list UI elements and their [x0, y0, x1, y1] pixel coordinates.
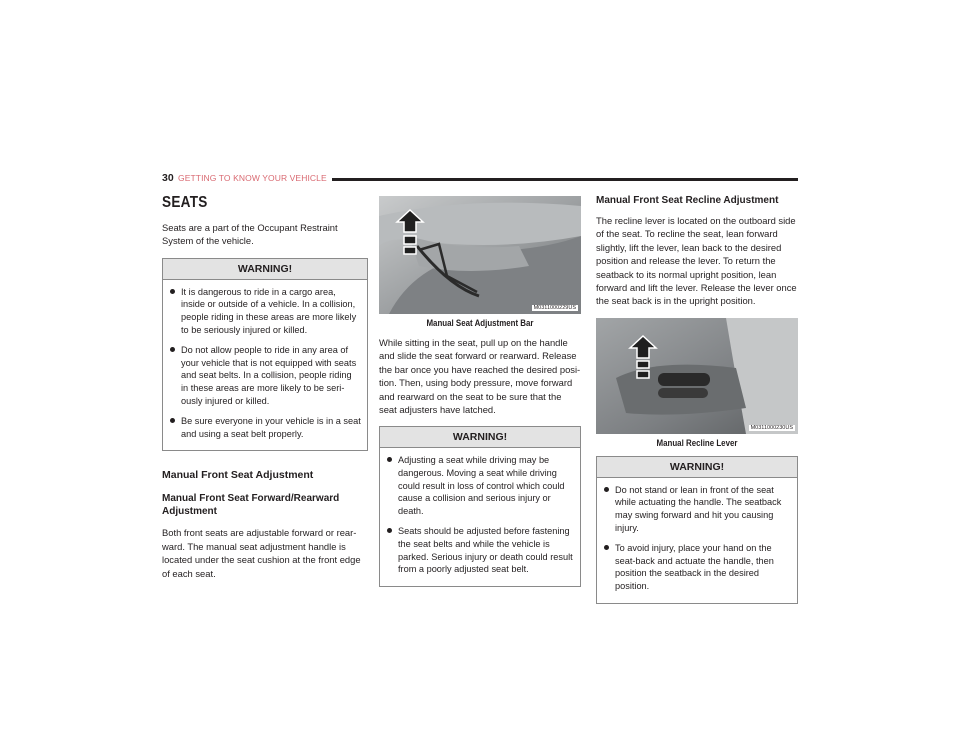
- warning-box: [162, 258, 368, 452]
- warning-item: Adjusting a seat while driving may be dangerous. Moving a seat while driving could result in loss of control which could cause a collision and serious injury or death.: [386, 454, 574, 517]
- warning-item: It is dangerous to ride in a cargo area, inside or outside of a vehicle. In a collision, people riding in these areas are more likely to be seriously injured or killed.: [169, 286, 361, 336]
- page-title: SEATS: [162, 194, 208, 211]
- bullet-icon: [387, 528, 392, 533]
- figure-caption: Manual Recline Lever: [656, 437, 738, 448]
- paragraph: Both front seats are adjustable forward or rear-ward. The manual seat adjustment handle is located under the seat cushion at the front edge of each seat.: [162, 527, 361, 579]
- bullet-icon: [387, 457, 392, 462]
- bullet-icon: [170, 418, 175, 423]
- column-3: [596, 194, 798, 618]
- recline-lever-illustration: [596, 318, 798, 434]
- warning-title: WARNING!: [380, 427, 580, 448]
- warning-box: [379, 426, 581, 586]
- warning-list: [380, 448, 580, 585]
- bullet-icon: [170, 347, 175, 352]
- warning-list: [597, 478, 797, 603]
- warning-box: [596, 456, 798, 604]
- recline-lever-figure: [596, 318, 798, 434]
- warning-title: WARNING!: [163, 259, 367, 280]
- warning-item: Seats should be adjusted before fastening the seat belts and while the vehicle is parked. Serious injury or death could result from a poorly adjusted seat belt.: [386, 525, 574, 575]
- warning-title: WARNING!: [597, 457, 797, 478]
- column-1: [162, 194, 368, 590]
- section-heading: Manual Front Seat Adjustment: [162, 469, 314, 482]
- bullet-icon: [604, 545, 609, 550]
- warning-list: [163, 280, 367, 451]
- page-header: [162, 172, 798, 186]
- paragraph: The recline lever is located on the outboard side of the seat. To recline the seat, lean forward slightly, lift the lever, lean back to the desired position and release the lever. To return the seatback to its normal upright position, lean forward and lift the lever. Release the lever once the seat back is in the upright position.: [596, 215, 797, 307]
- warning-item: To avoid injury, place your hand on the seat-back and actuate the handle, then position the seatback in the desired position.: [603, 542, 791, 592]
- paragraph: While sitting in the seat, pull up on the handle and slide the seat forward or rearward. Release the bar once you have reached the desired posi-tion. Then, using body pressure, move forward and rearward on the seat to be sure that the seat adjusters have latched.: [379, 337, 581, 416]
- seat-bar-illustration: [379, 196, 581, 314]
- warning-item: Be sure everyone in your vehicle is in a seat and using a seat belt properly.: [169, 415, 361, 440]
- seat-adjustment-figure: [379, 196, 581, 314]
- figure-caption: Manual Seat Adjustment Bar: [426, 318, 534, 328]
- warning-item: Do not stand or lean in front of the seat while actuating the handle. The seatback may swing forward and hit you causing injury.: [603, 484, 791, 534]
- subsection-heading: Manual Front Seat Recline Adjustment: [596, 195, 779, 206]
- header-rule: [332, 178, 798, 181]
- warning-item: Do not allow people to ride in any area of your vehicle that is not equipped with seats and seat belts. In a collision, people riding in these areas are more likely to be seri-ously injured or killed.: [169, 344, 361, 407]
- section-title: GETTING TO KNOW YOUR VEHICLE: [178, 173, 327, 183]
- subsection-heading: Manual Front Seat Forward/Rearward Adjustment: [162, 493, 340, 518]
- figure-code: M0311000229US: [533, 305, 576, 311]
- bullet-icon: [170, 289, 175, 294]
- intro-paragraph: Seats are a part of the Occupant Restraint System of the vehicle.: [162, 222, 338, 247]
- bullet-icon: [604, 487, 609, 492]
- column-2: [379, 196, 581, 601]
- figure-code: M0311000230US: [750, 424, 793, 431]
- page-number: 30: [162, 172, 174, 184]
